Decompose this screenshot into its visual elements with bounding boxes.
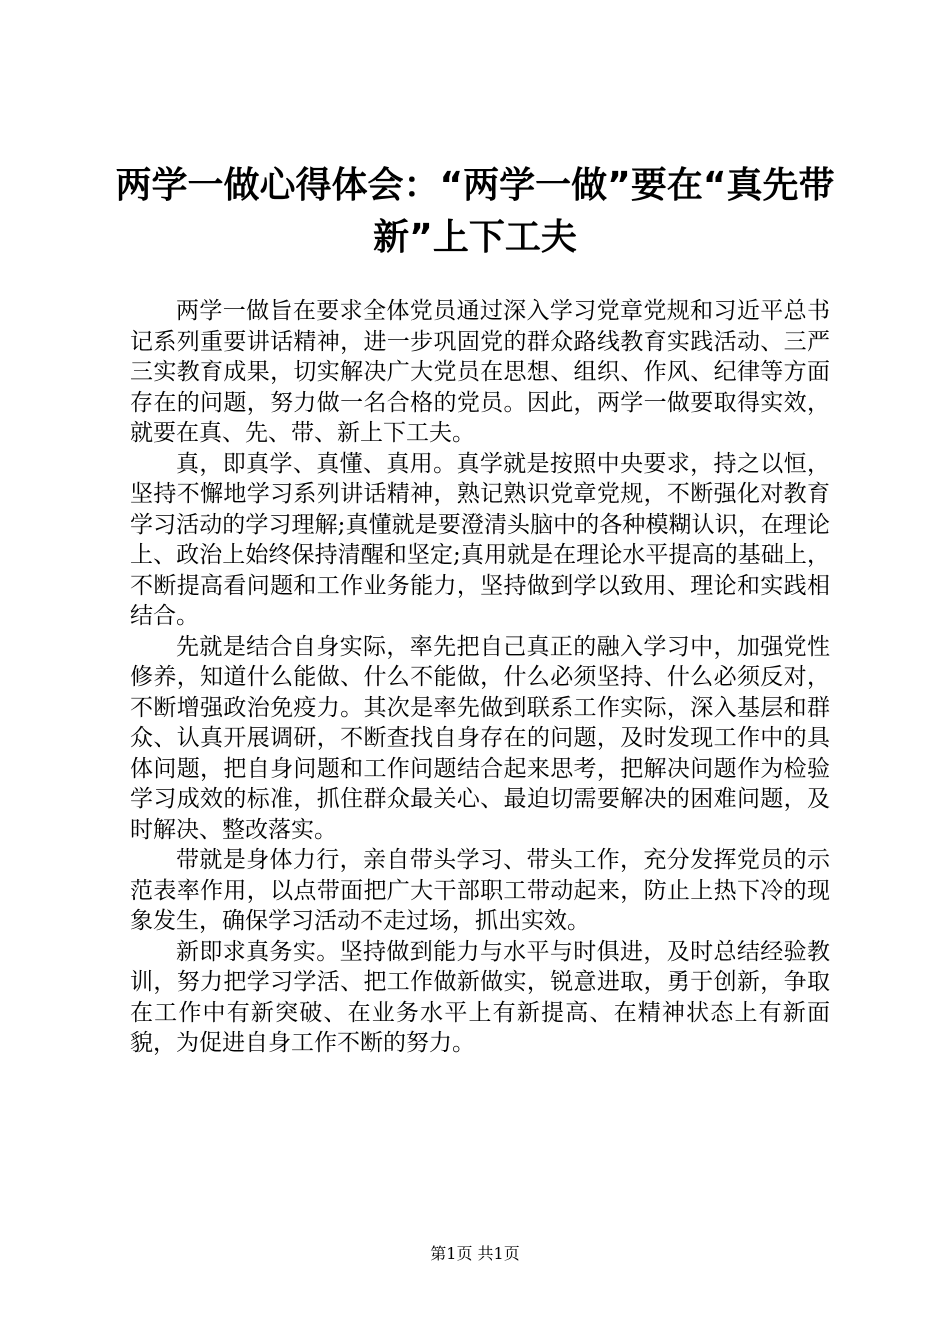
- paragraph-zhen: 真，即真学、真懂、真用。真学就是按照中央要求，持之以恒，坚持不懈地学习系列讲话精神，熟记熟识党章党规，不断强化对教育学习活动的学习理解;真懂就是要澄清头脑中的各种模糊认识，在理论上、政治上始终保持清醒和坚定;真用就是在理论水平提高的基础上，不断提高看问题和工作业务能力，坚持做到学以致用、理论和实践相结合。: [130, 450, 830, 629]
- paragraph-dai: 带就是身体力行，亲自带头学习、带头工作，充分发挥党员的示范表率作用，以点带面把广大干部职工带动起来，防止上热下冷的现象发生，确保学习活动不走过场，抓出实效。: [130, 847, 830, 934]
- page-number-footer: 第1页 共1页: [430, 1244, 520, 1263]
- document-title: 两学一做心得体会：“两学一做”要在“真先带新”上下工夫: [115, 165, 835, 258]
- paragraph-intro: 两学一做旨在要求全体党员通过深入学习党章党规和习近平总书记系列重要讲话精神，进一步巩固党的群众路线教育实践活动、三严三实教育成果，切实解决广大党员在思想、组织、作风、纪律等方面存在的问题，努力做一名合格的党员。因此，两学一做要取得实效，就要在真、先、带、新上下工夫。: [130, 298, 830, 446]
- paragraph-xin: 新即求真务实。坚持做到能力与水平与时俱进，及时总结经验教训，努力把学习学活、把工作做新做实，锐意进取，勇于创新，争取在工作中有新突破、在业务水平上有新提高、在精神状态上有新面貌，为促进自身工作不断的努力。: [130, 938, 830, 1056]
- paragraph-xian: 先就是结合自身实际，率先把自己真正的融入学习中，加强党性修养，知道什么能做、什么不能做，什么必须坚持、什么必须反对，不断增强政治免疫力。其次是率先做到联系工作实际，深入基层和群众、认真开展调研，不断查找自身存在的问题，及时发现工作中的具体问题，把自身问题和工作问题结合起来思考，把解决问题作为检验学习成效的标准，抓住群众最关心、最迫切需要解决的困难问题，及时解决、整改落实。: [130, 633, 830, 843]
- document-body: [130, 296, 830, 1059]
